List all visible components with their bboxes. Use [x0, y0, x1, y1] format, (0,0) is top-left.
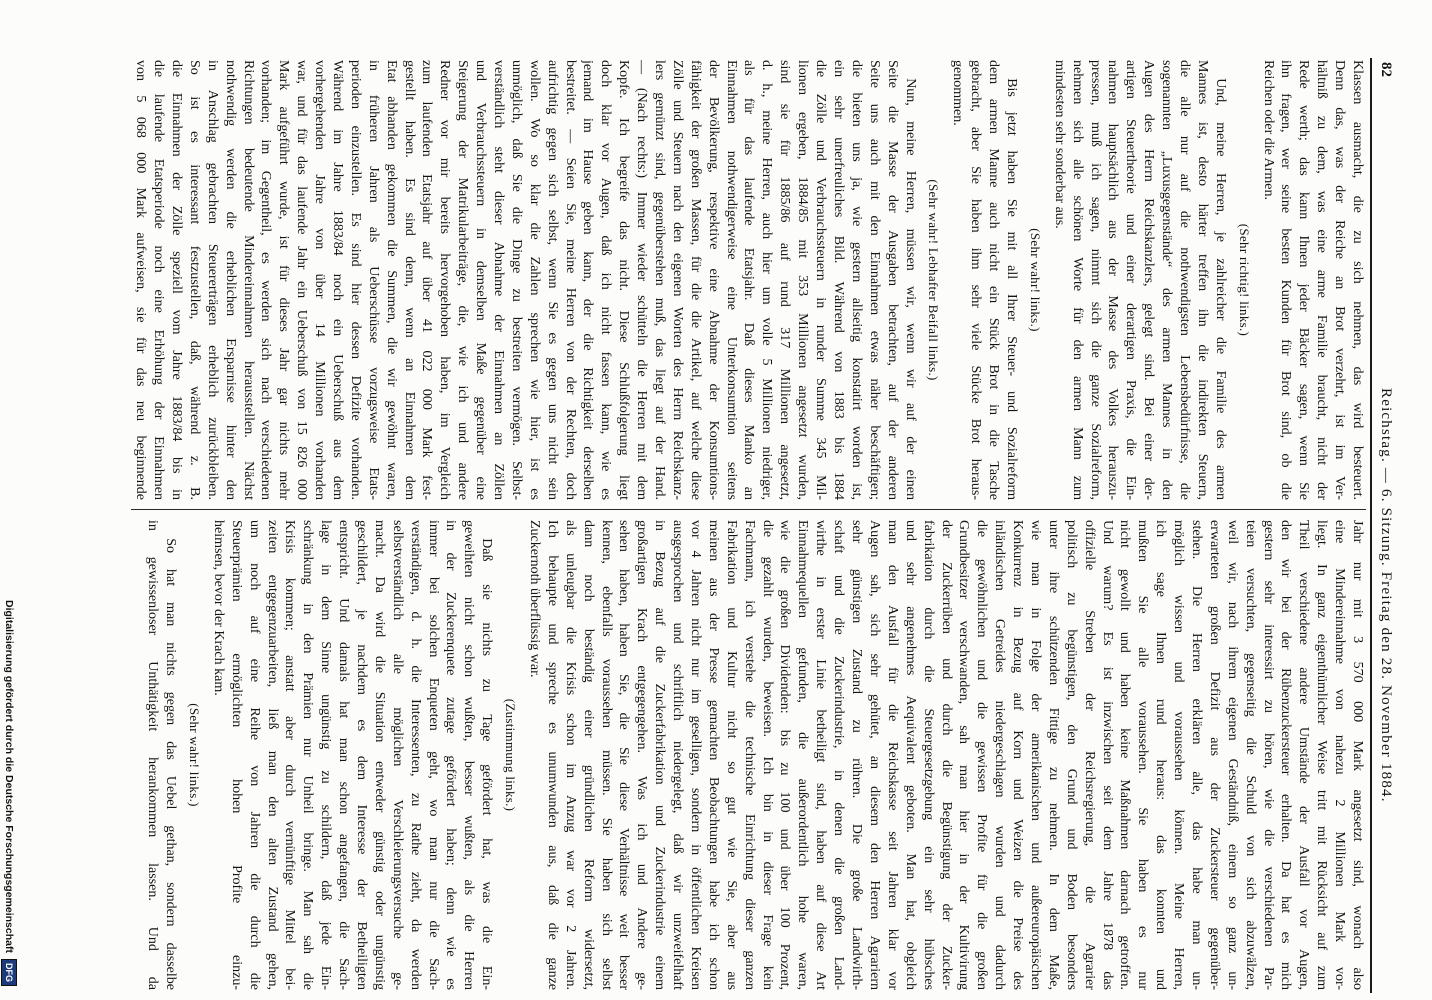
text-line: als unleugbar die Krisis schon im Anzug war vor 2 Jahren.: [562, 520, 578, 990]
text-line: unter ihre schützenden Fittige zu nehmen. In dem Maße,: [1045, 520, 1061, 990]
text-line: die gezahlt wurden, beweisen. Ich bin in dieser Frage kein: [759, 520, 775, 990]
text-line: meinen aus der Presse gemachten Beobachtungen habe ich schon: [705, 520, 721, 990]
text-line: die gewöhnlichen und die gewissen Profite für die großen: [974, 520, 990, 990]
paragraph: [143, 520, 179, 990]
interjection: (Sehr richtig! links.): [1236, 223, 1252, 337]
text-line: Daß sie nichts zu Tage gefördert hat, was die Ein-: [479, 538, 495, 990]
text-line: schaft und die Zuckerindustrie, in denen die großen Land-: [831, 520, 847, 990]
text-line: Denn das, was der Reiche an Brot verzehrt, ist im Ver-: [1332, 60, 1348, 500]
text-line: perioden einzustellen. Es sind hier dessen Defizite vorhanden.: [347, 60, 363, 500]
text-line: dann noch beständig einer gründlichen Reform widersetzt,: [580, 520, 596, 990]
text-line: teien versuchten, gegenseitig die Schuld von sich abzuwälzen,: [1242, 520, 1258, 990]
text-line: Klassen ausmacht, die zu sich nehmen, das wird besteuert.: [1350, 60, 1365, 500]
text-line: stehen. Die Herren erklären alle, das habe man un-: [1188, 520, 1204, 990]
text-line: So hat man nichts gegen das Uebel gethan, sondern dasselbe: [163, 538, 179, 990]
text-line: verständigen, d. h. die Interessenten, zu Rathe zieht, da werden: [407, 520, 423, 990]
interjection: (Sehr wahr! links.): [187, 703, 202, 807]
text-line: ihn fragen, wer seine besten Kunden für Brot sind, ob die: [1278, 60, 1294, 500]
text-line: Kopfe. Ich begreife das nicht. Diese Schlußfolgerung liegt: [616, 60, 632, 500]
text-line: verständlich steht dieser Abnahme der Einnahmen an Zöllen: [491, 60, 507, 500]
text-line: Theil verschiedene andere Umstände der Ausfall vor Augen,: [1296, 520, 1312, 990]
text-line: weil wir, nach ihrem eigenen Geständniß, einem so ganz un-: [1224, 520, 1240, 990]
text-line: fabrikation durch die Steuergesetzgebung ein sehr hübsches: [920, 520, 936, 990]
text-line: vorhanden; im Gegentheil, es werden sich nach verschiedenen: [258, 60, 274, 500]
text-line: doch klar vor Augen, daß ich nicht fassen kann, wie es: [598, 60, 614, 500]
text-line: in früheren Jahren als Ueberschüsse vorzugsweise Etats-: [365, 60, 381, 500]
text-line: Seite uns auch mit den Einnahmen etwas näher beschäftigen;: [866, 60, 882, 500]
text-line: jemand im Hause geben kann, der die Richtigkeit derselben: [580, 60, 596, 500]
text-line: mindesten sehr sonderbar aus.: [1051, 60, 1067, 229]
text-line: sogenannten „Luxusgegenstände“ des armen Mannes in den: [1159, 60, 1175, 500]
text-line: lionen ergeben, 1884/85 mit 353 Millionen angesetzt wurden,: [795, 60, 811, 500]
text-line: eine Mindereinnahme von nahezu 2 Millionen Mark vor-: [1332, 520, 1348, 990]
text-line: genommen.: [950, 60, 966, 126]
text-line: politisch zu begünstigen, den Grund und Boden besonders: [1063, 520, 1079, 990]
text-line: hältniß zu dem, was eine arme Familie braucht, nicht der: [1314, 60, 1330, 500]
text-line: fähigkeit der großen Massen, für die die Artikel, auf welche diese: [687, 60, 703, 500]
text-line: man den Ausfall für die Reichskasse seit Jahren klar vor: [884, 520, 900, 990]
text-line: Richtungen bedeutende Mindereinnahmen herausstellen. Nächst: [240, 60, 256, 500]
text-line: der Zuckerrüben und durch die Begünstigung der Zucker-: [938, 520, 954, 990]
text-line: Einnahmequellen gefunden, die außerordentlich hohe waren,: [795, 520, 811, 990]
page-number: 82: [1378, 62, 1394, 77]
paragraph: [948, 60, 1020, 500]
text-line: gestellt haben. Es sind denn, wenn an Einnahmen dem: [401, 60, 417, 500]
interjection: (Sehr wahr! links.): [1027, 228, 1043, 332]
text-line: Seite die Masse der Ausgaben betrachten, auf der anderen: [884, 60, 900, 500]
text-line: geschildert, je nachdem es dem Interesse der Betheiligten: [354, 520, 370, 990]
text-line: großartigen Krach entgegengehen. Was ich und Andere ge-: [634, 520, 650, 990]
text-line: — (Nach rechts:) Immer wieder schütteln die Herren mit dem: [634, 60, 650, 500]
text-line: möglich wissen und voraussehen können. Meine Herren,: [1171, 520, 1187, 990]
text-line: Nun, meine Herren, müssen wir, wenn wir auf der einen: [902, 78, 918, 500]
text-line: in gewissenloser Unthätigkeit herankommen lassen. Und da: [145, 520, 161, 990]
text-line: sehen haben, haben Sie, die Sie diese Verhältnisse weit besser: [616, 520, 632, 990]
text-line: Zölle und Steuern nach den eigenen Worten des Herrn Reichskanz-: [669, 60, 685, 500]
text-line: Redner vor mir bereits hervorgehoben haben, im Vergleich: [437, 60, 453, 500]
paragraph: [1050, 60, 1229, 500]
text-line: wirthe in erster Linie betheiligt sind, haben auf diese Art: [813, 520, 829, 990]
text-line: der Bevölkerung, respektive eine Abnahme der Konsumtions-: [705, 60, 721, 500]
text-line: Jahr nur mit 3 570 000 Mark angesetzt sind, wonach also: [1350, 520, 1365, 990]
dfg-logo: DFG: [1, 959, 17, 986]
text-line: die Einnahmen der Zölle speziell vom Jahre 1883/84 bis in: [169, 60, 184, 500]
header-rule: [1370, 58, 1372, 993]
text-line: die laufende Etatsperiode noch eine Erhöhung der Einnahmen: [151, 60, 167, 500]
text-line: schränkung in den Prämien nur Unheil bringe. Man sah die: [300, 520, 316, 990]
text-line: in Bezug auf die Zuckerfabrikation und Zuckerindustrie einem: [652, 520, 668, 990]
text-line: wollen. Wo so klar die Zahlen sprechen wie hier, ist es: [526, 60, 542, 500]
text-line: Und, meine Herren, je zahlreicher die Familie des armen: [1212, 78, 1228, 500]
text-line: heimsen, bevor der Krach kam.: [210, 520, 226, 696]
text-line: Mark aufgeführt wurde, ist für dieses Jahr gar nichts mehr: [276, 60, 292, 500]
running-title: Reichstag. — 6. Sitzung. Freitag den 28. November 1884.: [1378, 388, 1394, 803]
text-line: offizielle Streben der Reichsregierung, die Agrarier: [1081, 520, 1097, 990]
text-line: ein sehr unerfreuliches Bild. Während von 1883 bis 1884: [830, 60, 846, 500]
text-line: die bieten uns ja, wie gestern allseitig konstatirt worden ist,: [848, 60, 864, 500]
text-line: als für das laufende Etatsjahr. Daß dieses Manko an: [741, 60, 757, 500]
text-line: Ich behaupte und spreche es unumwunden aus, daß die ganze: [544, 520, 560, 990]
text-line: die Zölle und Verbrauchssteuern in runder Summe 345 Mil-: [813, 60, 829, 500]
paragraph: [1259, 60, 1366, 500]
text-line: dem armen Manne auch nicht ein Stück Brot in die Tasche: [986, 60, 1002, 500]
text-line: Fabrikation und Kultur nicht so gut wie Sie, aber aus: [723, 520, 739, 990]
interjection: (Zustimmung links.): [503, 698, 519, 812]
left-column: [131, 60, 1366, 500]
text-line: ausgesprochen und schriftlich niedergelegt, daß wir unzweifelhaft: [670, 520, 686, 990]
text-line: Und warum? Es ist inzwischen seit dem Jahre 1878 das: [1099, 520, 1115, 990]
text-line: bestreitet. — Seien Sie, meine Herren von der Rechten, doch: [562, 60, 578, 500]
text-line: geweihten nicht schon wußten, besser wußten, als die Herren: [461, 520, 477, 990]
text-line: Rede werth; das kann Ihnen jeder Bäcker sagen, wenn Sie: [1296, 60, 1312, 500]
text-line: nahmen hauptsächlich aus der Masse des Volkes herauszu-: [1105, 60, 1121, 500]
text-line: lers gemünzt sind, gegenüberstehen muß, das liegt auf der Hand.: [652, 60, 668, 500]
text-line: Bis jetzt haben Sie mit all Ihrer Steuer- und Sozialreform: [1003, 78, 1019, 500]
text-line: den wir bei der Rübenzuckersteuer erhalten. Da hat es mich: [1278, 520, 1294, 990]
text-line: wie man in Folge der amerikanischen und außereuropäischen: [1027, 520, 1043, 990]
credit-text: Digitalisierung gefördert durch die Deutsche Forschungsgemeinschaft: [3, 600, 15, 953]
text-line: sehr günstigen Zustand zu rühren. Die große Landwirth-: [849, 520, 865, 990]
text-line: kennen, ebenfalls voraussehen müssen. Sie haben sich selbst: [598, 520, 614, 990]
text-line: Grundbesitzer verschwanden, sah man hier in der Kultivirung: [956, 520, 972, 990]
text-line: immer bei solchen Enqueten geht, wo man nur die Sach-: [425, 520, 441, 990]
text-line: zum laufenden Etatsjahr auf über 41 022 000 Mark fest-: [419, 60, 435, 500]
text-line: wie die großen Dividenden: bis zu 100 und über 100 Prozent,: [777, 520, 793, 990]
paragraph: [131, 60, 918, 500]
page-header: [1376, 58, 1396, 993]
text-line: d. h., meine Herren, auch hier um volle 5 Millionen niedriger,: [759, 60, 775, 500]
text-line: nothwendig werden die erheblichen Ersparnisse hinter den: [222, 60, 238, 500]
text-line: Einnahmen nothwendigerweise eine Unterkonsumtion seitens: [723, 60, 739, 500]
text-line: pressen, muß ich sagen, nimmt sich die ganze Sozialreform,: [1087, 60, 1103, 500]
text-line: gestern sehr interessirt zu hören, wie die verschiedenen Par-: [1260, 520, 1276, 990]
text-line: selbstverständlich alle möglichen Verschleierungsversuche ge-: [389, 520, 405, 990]
text-line: Reichen oder die Armen.: [1260, 60, 1276, 200]
text-line: Mannes ist, desto härter treffen ihn die indirekten Steuern,: [1194, 60, 1210, 500]
text-line: in Anschlag gebrachten Steuererträgen erheblich zurückbleiben.: [204, 60, 220, 500]
text-line: nicht gewollt und haben keine Maßnahmen darnach getroffen.: [1117, 520, 1133, 990]
text-line: vorhergehenden Jahre von über 14 Millionen vorhanden: [312, 60, 328, 500]
text-line: Steuerprämien ermöglichten hohen Profite einzu-: [228, 520, 244, 990]
text-line: unmöglich, daß Sie die Dinge zu bestreiten vermögen. Selbst-: [508, 60, 524, 500]
text-line: lage in dem Sinne ungünstig zu schildern, daß jede Ein-: [318, 520, 334, 990]
paragraph: [525, 520, 1366, 990]
text-line: Krisis kommen; anstatt aber durch vernünftige Mittel bei-: [282, 520, 298, 990]
text-line: So ist es interessant festzustellen, daß, während z. B.: [186, 60, 202, 500]
text-line: sind sie für 1885/86 auf rund 317 Millionen angesetzt,: [777, 60, 793, 500]
text-line: ich sage Ihnen rund heraus: das konnten und: [1153, 520, 1169, 990]
text-line: die alle nur auf die nothwendigsten Lebensbedürfnisse, die: [1176, 60, 1192, 500]
text-line: liegt. In ganz eigenthümlicher Weise tritt mit Rücksicht auf zum: [1314, 520, 1330, 990]
right-column: [143, 520, 1366, 990]
text-line: aufrichtig gegen sich selbst, wenn Sie es gegen uns nicht sein: [544, 60, 560, 500]
interjection: (Sehr wahr! Lebhafter Beifall links.): [926, 179, 942, 381]
text-line: war, und für das laufende Jahr ein Ueberschuß von 15 826 000: [294, 60, 310, 500]
text-line: Etat abhanden gekommen die Summen, die wir gewöhnt waren,: [383, 60, 399, 500]
text-line: Steigerung der Matrikularbeiträge, die, wie ich und andere: [455, 60, 471, 500]
text-line: gebracht, aber Sie haben ihm sehr viele Stücke Brot heraus-: [968, 60, 984, 500]
text-line: vor 4 Jahren nicht nur im geselligen, sondern in öffentlichen Kreisen: [688, 520, 704, 990]
text-line: macht. Da wird die Situation entweder günstig oder ungünstig: [371, 520, 387, 990]
text-line: inländischen Getreides niedergeschlagen wurden und dadurch: [992, 520, 1008, 990]
text-line: und sehr angenehmes Aequivalent geboten. Man hat, obgleich: [902, 520, 918, 990]
text-line: Augen des Herrn Reichskanzlers, gelegt sind. Bei einer der-: [1141, 60, 1157, 500]
column-separator: [131, 509, 1366, 510]
text-line: in der Zuckerenquete zutage gefördert haben; denn wie es: [443, 520, 459, 990]
paragraph: [209, 520, 495, 990]
text-line: Fachmann, ich verstehe die technische Einrichtung dieser ganzen: [741, 520, 757, 990]
text-line: Zuckernoth überflüssig war.: [527, 520, 543, 678]
text-line: mußten Sie alle voraussehen. Sie haben es nur: [1135, 520, 1151, 990]
text-line: artigen Steuertheorie und einer derartigen Praxis, die Ein-: [1123, 60, 1139, 500]
text-line: und Verbrauchssteuern in demselben Maße gegenüber eine: [473, 60, 489, 500]
text-line: um noch auf eine Reihe von Jahren die durch die: [246, 520, 262, 990]
text-line: von 5 068 000 Mark aufweisen, sie für das neu beginnende: [133, 60, 149, 500]
text-line: entspricht. Und damals hat man schon angefangen, die Sach-: [336, 520, 352, 990]
text-line: Während im Jahre 1883/84 noch ein Ueberschuß aus dem: [330, 60, 346, 500]
text-line: Augen sah, sich sehr gehütet, an diesem den Herren Agrariern: [866, 520, 882, 990]
text-line: nehmen sich alle schönen Worte für den armen Mann zum: [1069, 60, 1085, 500]
text-line: Konkurrenz in Bezug auf Korn und Weizen die Preise des: [1010, 520, 1026, 990]
digitization-credit: [0, 600, 18, 998]
text-line: erwarteten großen Defizit aus der Zuckersteuer gegenüber-: [1206, 520, 1222, 990]
text-line: zeiten entgegenzuarbeiten, ließ man den alten Zustand gehen,: [264, 520, 280, 990]
